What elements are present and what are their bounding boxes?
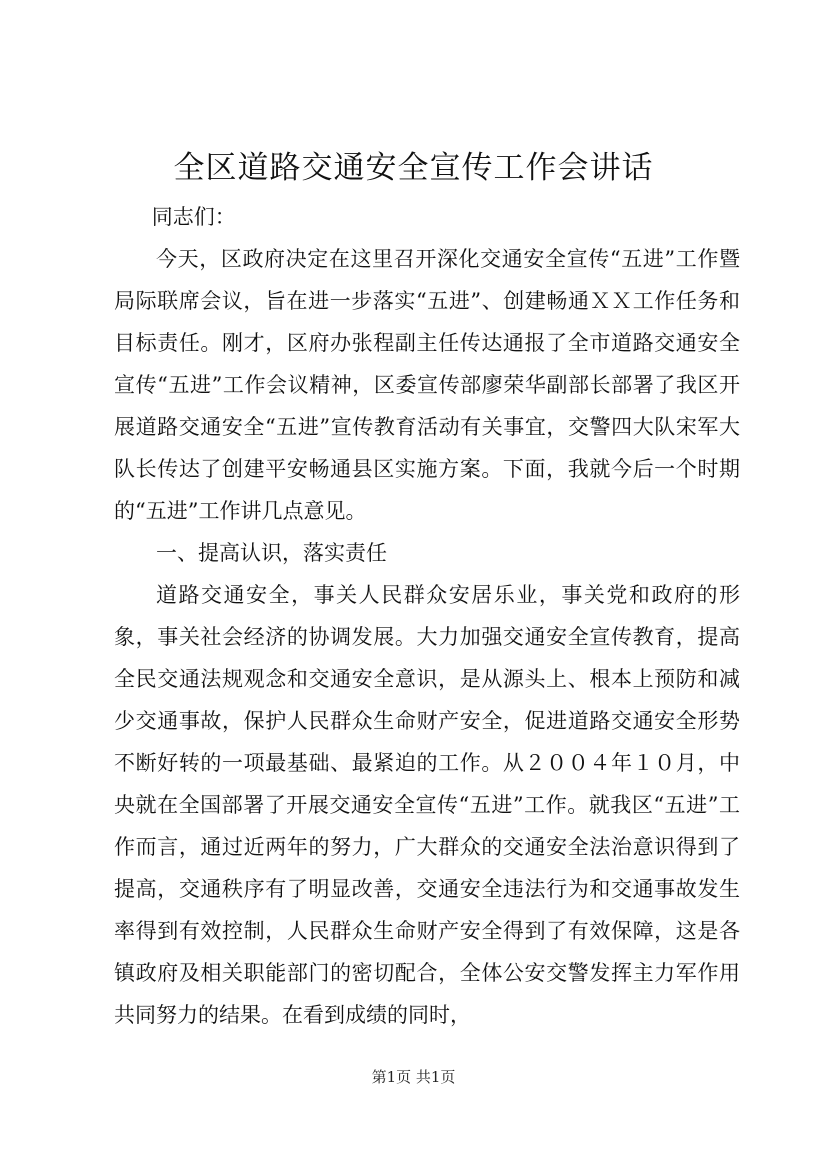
salutation-paragraph: 同志们： (151, 205, 236, 229)
body-paragraph: 道路交通安全，事关人民群众安居乐业，事关党和政府的形象，事关社会经济的协调发展。大力加强交通安全宣传教育，提高全民交通法规观念和交通安全意识，是从源头上、根本上预防和减少交通事故，保护人民群众生命财产安全，促进道路交通安全形势不断好转的一项最基础、最紧迫的工作。从２００４年１０月，中央就在全国部署了开展交通安全宣传“五进”工作。就我区“五进”工作而言，通过近两年的努力，广大群众的交通安全法治意识得到了提高，交通秩序有了明显改善，交通安全违法行为和交通事故发生率得到有效控制，人民群众生命财产安全得到了有效保障，这是各镇政府及相关职能部门的密切配合，全体公安交警发挥主力军作用共同努力的结果。在看到成绩的同时， (114, 583, 740, 1027)
page-footer: 第1页 共1页 (371, 1068, 456, 1086)
document-title: 全区道路交通安全宣传工作会讲话 (173, 150, 654, 186)
opening-paragraph: 今天，区政府决定在这里召开深化交通安全宣传“五进”工作暨局际联席会议，旨在进一步落实“五进”、创建畅通ＸＸ工作任务和目标责任。刚才，区府办张程副主任传达通报了全市道路交通安全宣传“五进”工作会议精神，区委宣传部廖荣华副部长部署了我区开展道路交通安全“五进”宣传教育活动有关事宜，交警四大队宋军大队长传达了创建平安畅通县区实施方案。下面，我就今后一个时期的“五进”工作讲几点意见。 (114, 247, 740, 523)
document-body (114, 196, 740, 1036)
section-heading: 一、提高认识，落实责任 (156, 541, 387, 565)
